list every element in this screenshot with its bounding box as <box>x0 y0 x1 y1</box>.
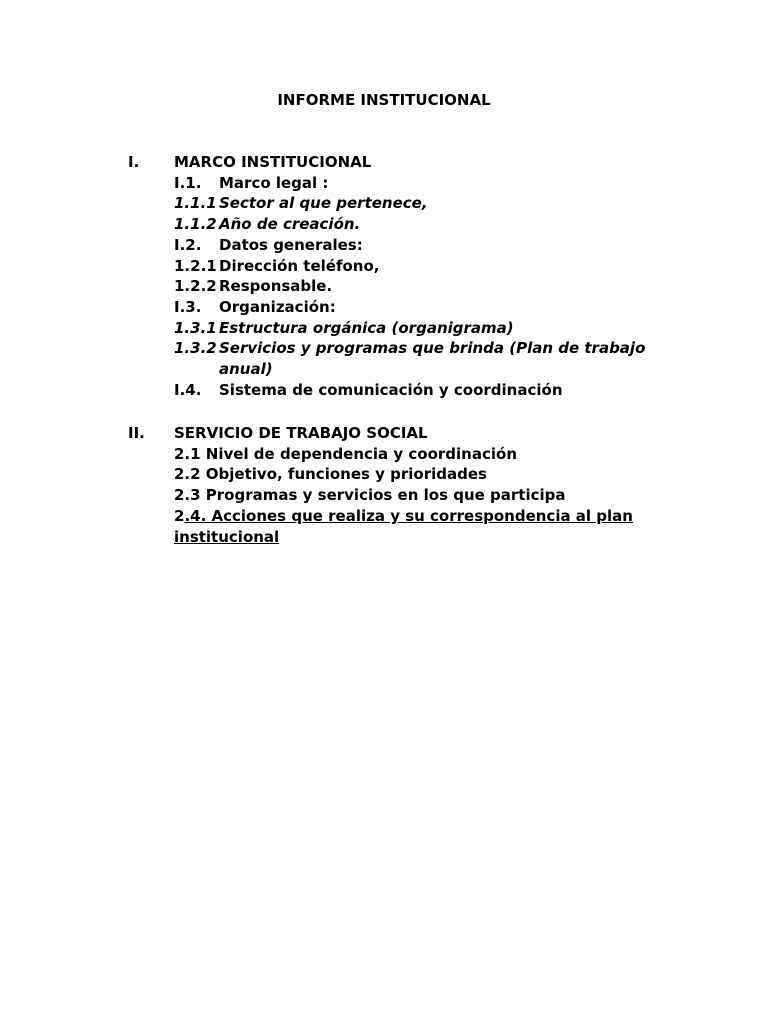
list-item: 2.1 Nivel de dependencia y coordinación <box>174 444 518 463</box>
item-text: Servicios y programas que brinda (Plan de trabajo anual) <box>219 339 646 379</box>
item-text: Sistema de comunicación y coordinación <box>219 380 563 399</box>
list-item <box>174 506 644 547</box>
list-item <box>174 338 668 379</box>
section-heading-row <box>128 152 668 173</box>
list-item <box>174 193 668 214</box>
list-item <box>174 214 668 235</box>
item-number: I.2. <box>174 235 202 254</box>
item-number: 1.3.2 <box>174 339 217 358</box>
list-item <box>174 276 668 297</box>
item-text: Dirección teléfono, <box>219 256 380 275</box>
item-text: Año de creación. <box>219 215 361 234</box>
item-number: I.3. <box>174 297 202 316</box>
section-heading: SERVICIO DE TRABAJO SOCIAL <box>174 424 428 442</box>
item-text: Responsable. <box>219 277 333 296</box>
item-text: Marco legal : <box>219 173 329 192</box>
item-number: 1.2.2 <box>174 277 217 296</box>
item-prefix: 2 <box>174 506 185 525</box>
list-item <box>174 297 668 318</box>
section-heading: MARCO INSTITUCIONAL <box>174 153 372 171</box>
list-item: 2.3 Programas y servicios en los que participa <box>174 486 566 505</box>
item-text: Sector al que pertenece, <box>219 194 428 213</box>
item-number: 1.3.1 <box>174 318 217 337</box>
list-item <box>174 256 668 277</box>
item-number: 1.1.1 <box>174 194 217 213</box>
list-item <box>174 235 668 256</box>
list-item <box>174 380 668 401</box>
section-servicio-trabajo-social <box>128 423 668 547</box>
section-numeral: II. <box>128 424 145 442</box>
item-number: 1.1.2 <box>174 215 217 234</box>
list-item <box>174 173 668 194</box>
item-number: 1.2.1 <box>174 256 217 275</box>
section-marco-institucional <box>128 152 668 400</box>
list-item: 2.2 Objetivo, funciones y prioridades <box>174 465 487 484</box>
item-number: I.1. <box>174 173 202 192</box>
item-number: I.4. <box>174 380 202 399</box>
section-heading-row <box>128 423 668 444</box>
item-text-underlined: .4. Acciones que realiza y su correspondencia al plan institucional <box>174 506 633 546</box>
item-text: Organización: <box>219 297 336 316</box>
document-title: INFORME INSTITUCIONAL <box>277 91 491 109</box>
section-numeral: I. <box>128 153 140 171</box>
item-text: Estructura orgánica (organigrama) <box>219 318 514 337</box>
list-item <box>174 318 668 339</box>
item-text: Datos generales: <box>219 235 363 254</box>
